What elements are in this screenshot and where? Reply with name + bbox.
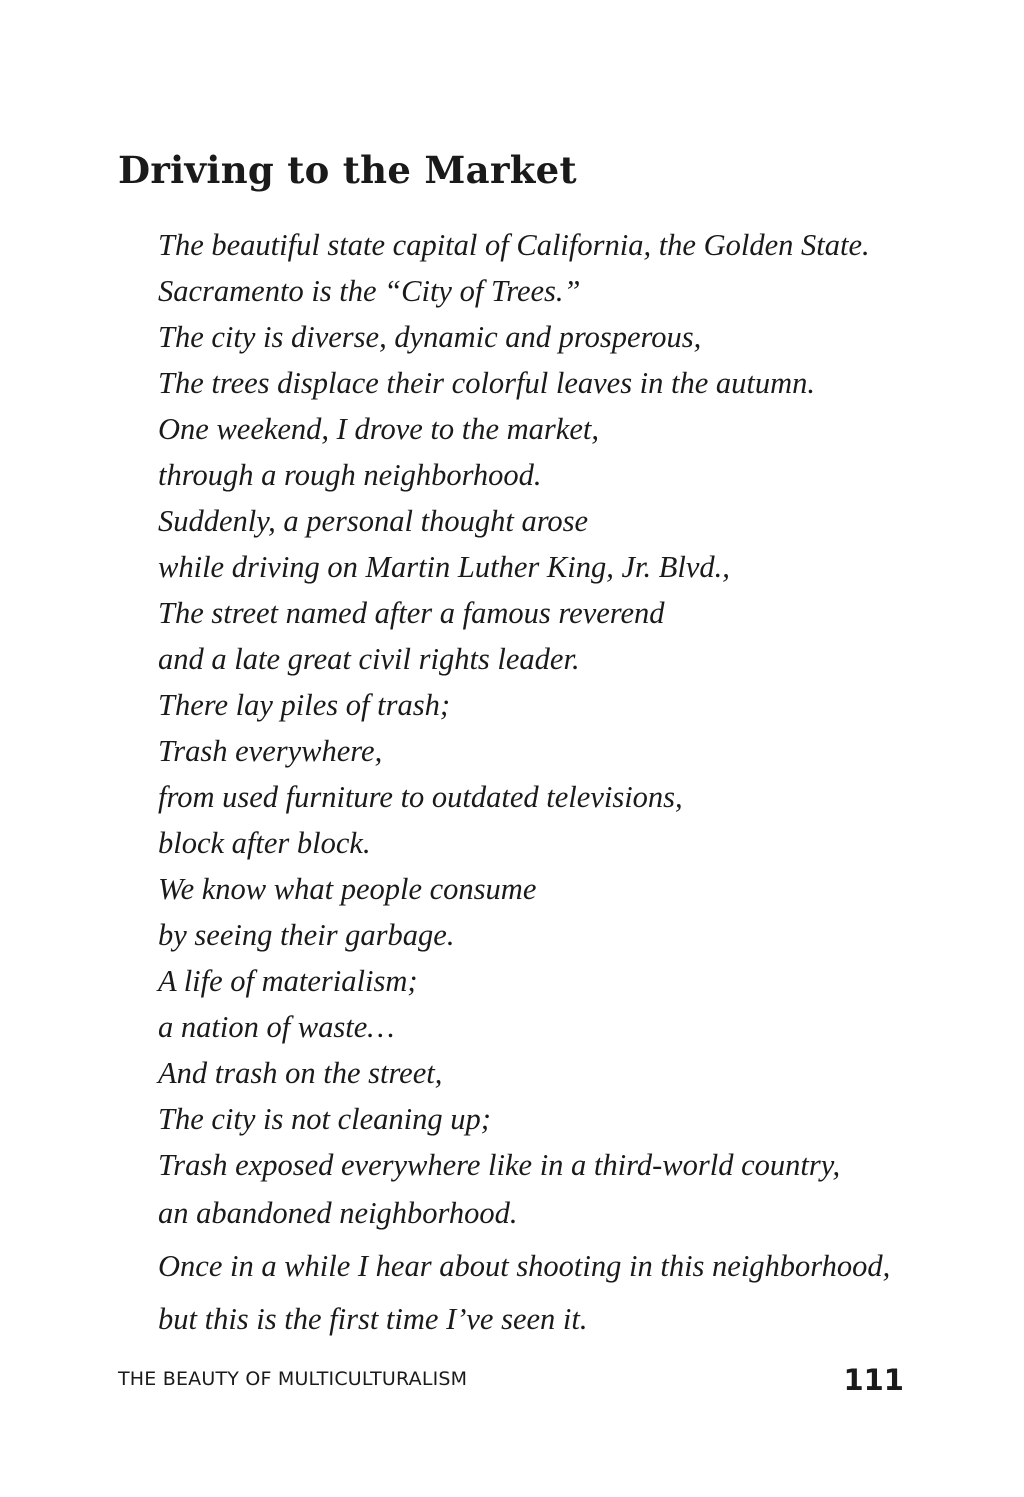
poem-line: We know what people consume [158, 872, 537, 906]
poem-line: Suddenly, a personal thought arose [158, 504, 589, 538]
poem-line: Sacramento is the “City of Trees.” [158, 274, 581, 308]
poem-line: block after block. [158, 826, 371, 860]
page-number: 111 [843, 1363, 904, 1397]
poem-line: and a late great civil rights leader. [158, 642, 580, 676]
poem-line: The trees displace their colorful leaves in the autumn. [158, 366, 816, 400]
poem-line: The city is not cleaning up; [158, 1102, 491, 1136]
poem-line: an abandoned neighborhood. [158, 1196, 518, 1230]
poem-line: One weekend, I drove to the market, [158, 412, 599, 446]
poem-line: Trash exposed everywhere like in a third-world country, [158, 1148, 841, 1182]
poem-title: Driving to the Market [118, 148, 577, 192]
poem-line: a nation of waste… [158, 1010, 395, 1044]
poem-line: The street named after a famous reverend [158, 596, 665, 630]
poem-line: The city is diverse, dynamic and prosperous, [158, 320, 702, 354]
poem-line: by seeing their garbage. [158, 918, 455, 952]
poem-line: The beautiful state capital of California, the Golden State. [158, 228, 870, 262]
poem-line: while driving on Martin Luther King, Jr. Blvd., [158, 550, 730, 584]
poem-line: And trash on the street, [158, 1056, 443, 1090]
poem-line: but this is the first time I’ve seen it. [158, 1302, 588, 1336]
poem-line: A life of materialism; [158, 964, 418, 998]
poem-line: Trash everywhere, [158, 734, 383, 768]
poem-line: There lay piles of trash; [158, 688, 450, 722]
poem-line: Once in a while I hear about shooting in this neighborhood, [158, 1249, 891, 1283]
running-footer-book-title: THE BEAUTY OF MULTICULTURALISM [118, 1368, 468, 1390]
poem-line: from used furniture to outdated televisions, [158, 780, 683, 814]
poem-line: through a rough neighborhood. [158, 458, 542, 492]
